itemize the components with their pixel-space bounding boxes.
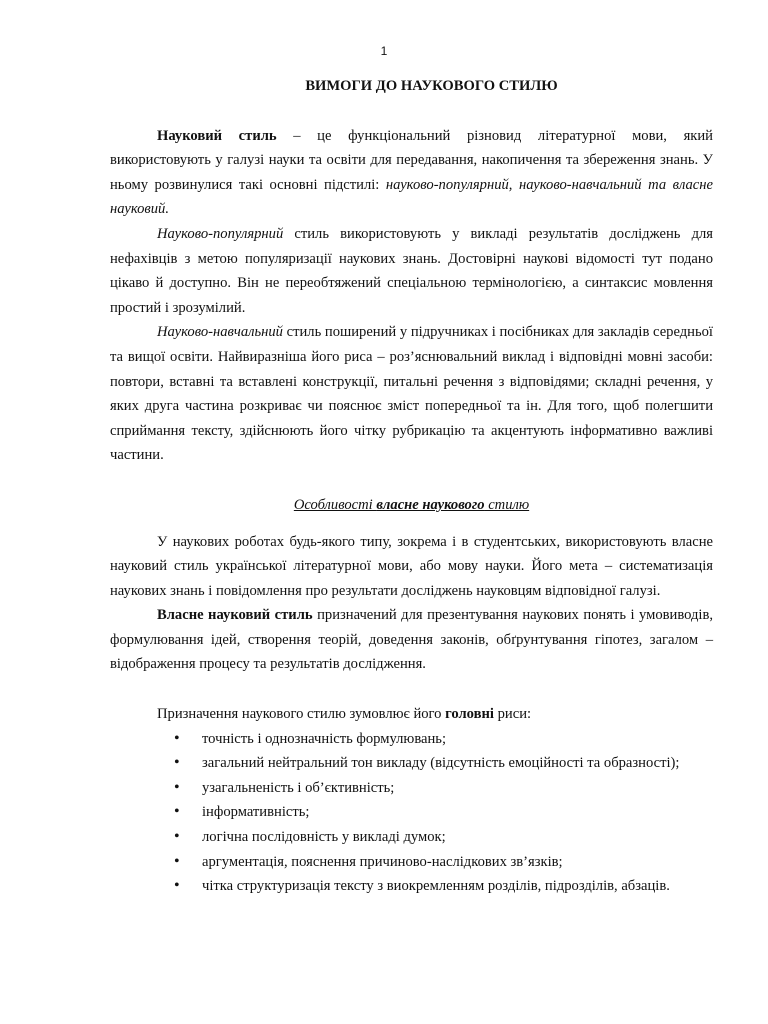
list-item bbox=[170, 850, 713, 875]
features-intro-text: Призначення наукового стилю зумовлює його bbox=[157, 706, 446, 723]
list-item-text: узагальненість і об’єктивність; bbox=[202, 779, 395, 796]
substyles-list: науково-популярний, науково-навчальний та власне науковий. bbox=[110, 176, 713, 218]
term-proper-scientific-style: Власне науковий стиль bbox=[157, 607, 313, 624]
paragraph-text: – це функціональний різновид літературної мови, який використовують у галузі науки та освіти для передавання, накопичення та збереження знань. У ньому розвинулися такі основні підстилі: bbox=[110, 127, 713, 193]
list-item bbox=[170, 727, 713, 752]
paragraph-proper-scientific-style bbox=[110, 603, 713, 677]
list-item-text: точність і однозначність формулювань; bbox=[202, 730, 447, 747]
subheading-part: Особливості bbox=[293, 496, 377, 513]
paragraph-scientific-style bbox=[110, 124, 713, 222]
subheading-bold-part: власне наукового bbox=[376, 496, 485, 513]
term-educational-style: Науково-навчальний bbox=[157, 324, 283, 341]
document-title: ВИМОГИ ДО НАУКОВОГО СТИЛЮ bbox=[305, 78, 558, 94]
features-intro-text: риси: bbox=[493, 706, 532, 723]
bullet-icon: • bbox=[174, 852, 180, 870]
list-item-text: аргументація, пояснення причиново-наслідкових зв’язків; bbox=[202, 853, 563, 870]
list-item-text: чітка структуризація тексту з виокремленням розділів, підрозділів, абзаців. bbox=[202, 878, 670, 895]
section-subheading bbox=[110, 493, 713, 518]
list-item-text: логічна послідовність у викладі думок; bbox=[202, 829, 446, 846]
paragraph-text: У наукових роботах будь-якого типу, зокрема і в студентських, використовують власне науковий стиль української літературної мови, або мову науки. Його мета – систематизація наукових знань і повідомлення про результати досліджень науковцям відповідної галузі. bbox=[110, 533, 713, 599]
paragraph-text: стиль поширений у підручниках і посібниках для закладів середньої та вищої освіти. Найвиразніша його риса – роз’яснювальний виклад і відповідні мовні засоби: повтори, вставні та вставлені конструкції, питальні речення з відповідями; складні речення, у яких друга частина розкриває чи пояснює зміст попередньої та ін. Для того, щоб полегшити сприймання тексту, здійснюють його чітку рубрикацію та акцентують інформативно важливі частини. bbox=[110, 324, 713, 464]
bullet-icon: • bbox=[174, 729, 180, 747]
list-item bbox=[170, 800, 713, 825]
list-item bbox=[170, 776, 713, 801]
features-intro bbox=[110, 702, 713, 727]
paragraph-educational-style bbox=[110, 320, 713, 468]
term-popular-style: Науково-популярний bbox=[157, 225, 284, 242]
subheading-part: стилю bbox=[484, 496, 530, 513]
bullet-icon: • bbox=[174, 828, 180, 846]
list-item bbox=[170, 874, 713, 899]
bullet-icon: • bbox=[174, 803, 180, 821]
bullet-icon: • bbox=[174, 754, 180, 772]
bullet-icon: • bbox=[174, 778, 180, 796]
list-item bbox=[170, 825, 713, 850]
list-item bbox=[170, 751, 713, 776]
features-list bbox=[110, 727, 713, 899]
document-body bbox=[110, 74, 713, 899]
paragraph-text: стиль використовують у викладі результатів досліджень для нефахівців з метою популяризації наукових знань. Достовірні наукові відомості тут подано цікаво й доступно. Він не переобтяжений спеціальною термінологією, а синтаксис мовлення простий і зрозумілий. bbox=[110, 225, 713, 316]
list-item-text: інформативність; bbox=[202, 804, 310, 821]
paragraph-popular-style bbox=[110, 222, 713, 320]
page-number: 1 bbox=[380, 44, 388, 58]
list-item-text: загальний нейтральний тон викладу (відсутність емоційності та образності); bbox=[202, 755, 680, 772]
features-intro-bold: головні bbox=[445, 706, 494, 723]
paragraph-text: призначений для презентування наукових понять і умовиводів, формулювання ідей, створення теорій, доведення законів, обґрунтування гіпотез, загалом – відображення процесу та результатів дослідження. bbox=[110, 607, 714, 673]
term-scientific-style: Науковий стиль bbox=[157, 127, 277, 144]
paragraph-science-language bbox=[110, 530, 713, 604]
bullet-icon: • bbox=[174, 877, 180, 895]
